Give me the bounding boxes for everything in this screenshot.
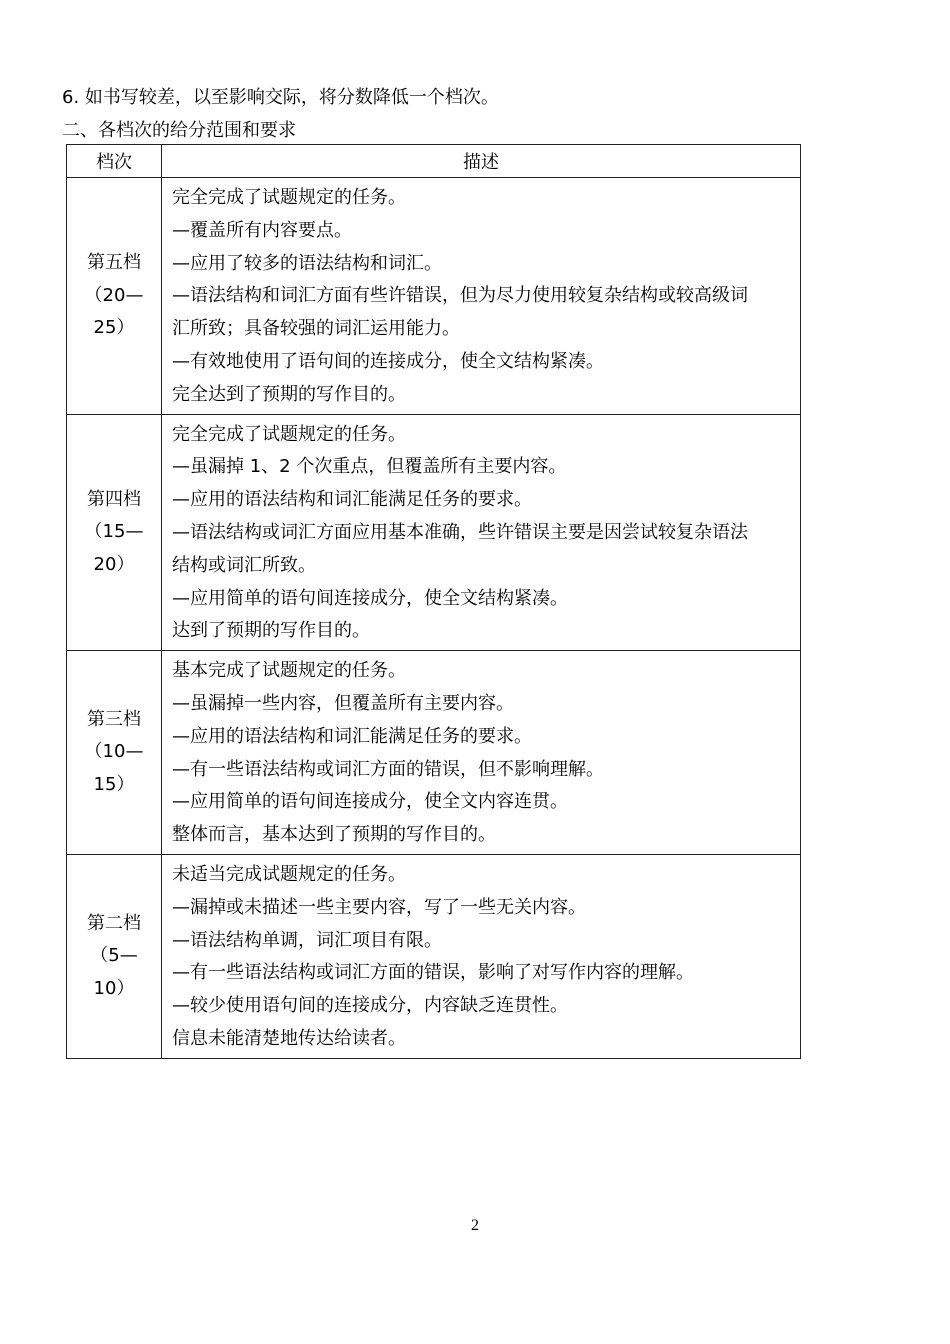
desc-line: 整体而言，基本达到了预期的写作目的。 xyxy=(172,824,496,846)
desc-line: —应用简单的语句间连接成分，使全文结构紧凑。 xyxy=(172,587,568,609)
grade-name: 第五档 xyxy=(87,252,141,274)
description-cell xyxy=(162,854,801,1058)
desc-line: 未适当完成试题规定的任务。 xyxy=(172,863,406,885)
description-cell xyxy=(162,651,801,855)
desc-line: —语法结构或词汇方面应用基本准确，些许错误主要是因尝试较复杂语法 xyxy=(172,521,748,543)
grade-name: 第三档 xyxy=(87,708,141,730)
desc-line: —应用的语法结构和词汇能满足任务的要求。 xyxy=(172,489,532,511)
desc-line: —语法结构和词汇方面有些许错误，但为尽力使用较复杂结构或较高级词 xyxy=(172,285,748,307)
desc-line: 信息未能清楚地传达给读者。 xyxy=(172,1027,406,1049)
desc-line: 汇所致；具备较强的词汇运用能力。 xyxy=(172,318,460,340)
table-row xyxy=(67,651,801,855)
grade-cell xyxy=(67,854,162,1058)
grade-range: 15） xyxy=(93,773,135,795)
desc-line: 基本完成了试题规定的任务。 xyxy=(172,660,406,682)
desc-line: —漏掉或未描述一些主要内容，写了一些无关内容。 xyxy=(172,896,586,918)
desc-line: —有一些语法结构或词汇方面的错误，影响了对写作内容的理解。 xyxy=(172,962,694,984)
grade-range: 10） xyxy=(93,977,135,999)
table-row xyxy=(67,178,801,415)
description-cell xyxy=(162,414,801,651)
page-number: 2 xyxy=(471,1217,479,1234)
table-row xyxy=(67,414,801,651)
table-header-row xyxy=(67,145,801,178)
desc-line: —应用了较多的语法结构和词汇。 xyxy=(172,252,442,274)
scoring-rubric-table xyxy=(66,144,801,1059)
grade-range: 20） xyxy=(93,553,135,575)
desc-line: —有一些语法结构或词汇方面的错误，但不影响理解。 xyxy=(172,758,604,780)
header-grade: 档次 xyxy=(67,145,162,178)
table-row xyxy=(67,854,801,1058)
desc-line: —较少使用语句间的连接成分，内容缺乏连贯性。 xyxy=(172,995,568,1017)
section-2-heading: 二、各档次的给分范围和要求 xyxy=(62,120,296,141)
description-cell xyxy=(162,178,801,415)
grade-range: 25） xyxy=(93,317,135,339)
grade-range: （15— xyxy=(84,521,144,543)
desc-line: —应用简单的语句间连接成分，使全文内容连贯。 xyxy=(172,791,568,813)
rule-6-text: 6. 如书写较差，以至影响交际，将分数降低一个档次。 xyxy=(62,87,499,108)
desc-line: —虽漏掉 1、2 个次重点，但覆盖所有主要内容。 xyxy=(172,456,567,478)
desc-line: 结构或词汇所致。 xyxy=(172,554,316,576)
desc-line: —应用的语法结构和词汇能满足任务的要求。 xyxy=(172,725,532,747)
desc-line: 达到了预期的写作目的。 xyxy=(172,620,370,642)
desc-line: —覆盖所有内容要点。 xyxy=(172,219,352,241)
grade-cell xyxy=(67,178,162,415)
desc-line: —语法结构单调，词汇项目有限。 xyxy=(172,929,442,951)
grade-cell xyxy=(67,414,162,651)
grade-range: （10— xyxy=(84,741,144,763)
header-description: 描述 xyxy=(162,145,801,178)
grade-range: （5— xyxy=(90,945,138,967)
desc-line: 完全完成了试题规定的任务。 xyxy=(172,423,406,445)
desc-line: 完全达到了预期的写作目的。 xyxy=(172,383,406,405)
grade-name: 第二档 xyxy=(87,912,141,934)
grade-name: 第四档 xyxy=(87,488,141,510)
desc-line: —有效地使用了语句间的连接成分，使全文结构紧凑。 xyxy=(172,350,604,372)
desc-line: —虽漏掉一些内容，但覆盖所有主要内容。 xyxy=(172,692,514,714)
desc-line: 完全完成了试题规定的任务。 xyxy=(172,187,406,208)
grade-range: （20— xyxy=(84,284,144,306)
grade-cell xyxy=(67,651,162,855)
